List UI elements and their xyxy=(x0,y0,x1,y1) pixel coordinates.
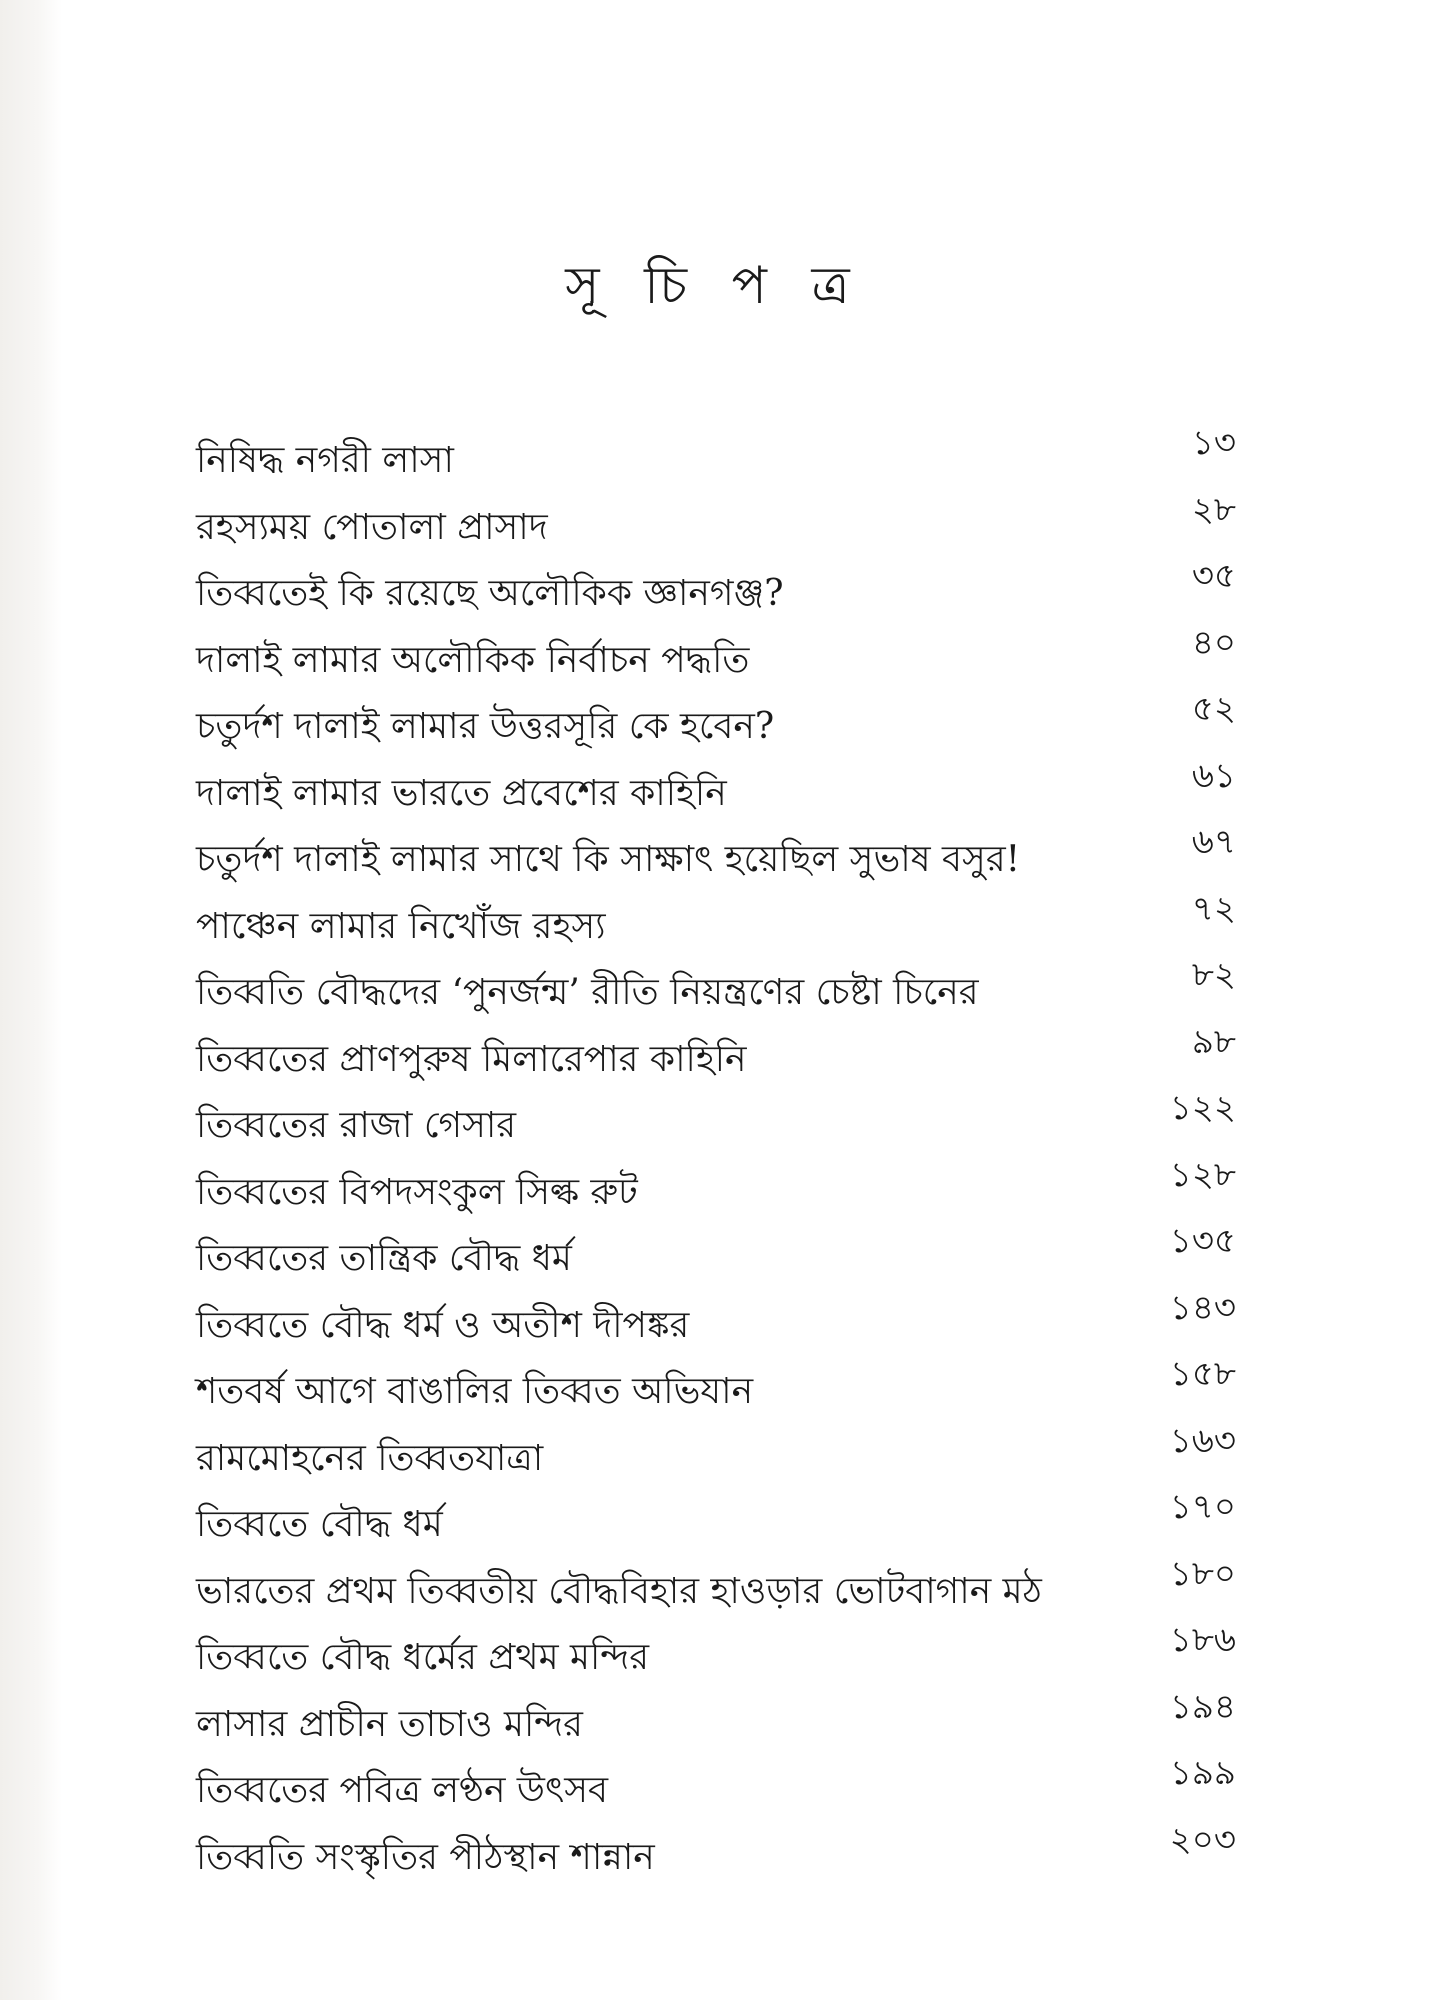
toc-entry xyxy=(196,1812,1236,1879)
toc-entry xyxy=(196,482,1236,549)
toc-entry-title: চতুর্দশ দালাই লামার সাথে কি সাক্ষাৎ হয়েছিল সুভাষ বসুর! xyxy=(196,839,1021,880)
toc-entry-page-number: ১৮৬ xyxy=(1169,1620,1236,1660)
toc-entry xyxy=(196,881,1236,948)
toc-entry-title: তিব্বতেই কি রয়েছে অলৌকিক জ্ঞানগঞ্জ? xyxy=(196,573,784,614)
toc-entry-title: শতবর্ষ আগে বাঙালির তিব্বত অভিযান xyxy=(196,1371,754,1412)
toc-entry-title: ভারতের প্রথম তিব্বতীয় বৌদ্ধবিহার হাওড়ার ভোটবাগান মঠ xyxy=(196,1570,1042,1612)
toc-entry-page-number: ১২৮ xyxy=(1169,1154,1236,1195)
toc-entry xyxy=(196,748,1236,815)
toc-entry-page-number: ১৮০ xyxy=(1169,1553,1236,1594)
toc-entry-title: তিব্বতের প্রাণপুরুষ মিলারেপার কাহিনি xyxy=(196,1038,747,1080)
toc-entry-page-number: ৫২ xyxy=(1191,689,1236,729)
table-of-contents xyxy=(196,415,1236,1878)
toc-entry xyxy=(196,1346,1236,1413)
toc-entry xyxy=(196,1147,1236,1214)
toc-entry xyxy=(196,1546,1236,1613)
toc-entry-page-number: ২০৩ xyxy=(1169,1819,1236,1860)
page-title: সূ চি প ত্র xyxy=(565,255,864,316)
toc-entry-title: নিষিদ্ধ নগরী লাসা xyxy=(196,440,454,481)
toc-entry-title: দালাই লামার অলৌকিক নির্বাচন পদ্ধতি xyxy=(196,639,750,681)
toc-entry xyxy=(196,415,1236,482)
toc-entry xyxy=(196,681,1236,748)
toc-entry-title: দালাই লামার ভারতে প্রবেশের কাহিনি xyxy=(196,772,727,814)
toc-entry-title: চতুর্দশ দালাই লামার উত্তরসূরি কে হবেন? xyxy=(196,706,775,747)
toc-entry xyxy=(196,1479,1236,1546)
toc-entry-page-number: ৮২ xyxy=(1191,955,1236,995)
toc-entry-title: তিব্বতে বৌদ্ধ ধর্ম ও অতীশ দীপঙ্কর xyxy=(196,1304,690,1346)
toc-entry-page-number: ১৯৯ xyxy=(1169,1753,1236,1793)
toc-entry-page-number: ১৩৫ xyxy=(1169,1221,1236,1261)
toc-entry-title: তিব্বতের পবিত্র লণ্ঠন উৎসব xyxy=(196,1770,609,1811)
toc-entry-title: পাঞ্চেন লামার নিখোঁজ রহস্য xyxy=(196,905,606,947)
toc-entry-title: তিব্বতি সংস্কৃতির পীঠস্থান শান্নান xyxy=(196,1836,655,1878)
toc-entry-title: তিব্বতের তান্ত্রিক বৌদ্ধ ধর্ম xyxy=(196,1238,572,1279)
toc-entry-title: তিব্বতে বৌদ্ধ ধর্ম xyxy=(196,1504,443,1545)
toc-entry-page-number: ৬৭ xyxy=(1191,822,1236,862)
toc-entry-page-number: ১৭০ xyxy=(1169,1487,1236,1527)
toc-entry xyxy=(196,814,1236,881)
toc-entry-page-number: ১২২ xyxy=(1169,1088,1236,1128)
toc-entry xyxy=(196,1413,1236,1480)
toc-entry xyxy=(196,947,1236,1014)
toc-entry-page-number: ১৯৪ xyxy=(1169,1686,1236,1727)
toc-entry xyxy=(196,1014,1236,1081)
toc-entry-page-number: ১৫৮ xyxy=(1169,1354,1236,1394)
toc-entry-page-number: ৬১ xyxy=(1191,755,1236,796)
toc-entry-title: তিব্বতি বৌদ্ধদের ‘পুনর্জন্ম’ রীতি নিয়ন্ত্রণের চেষ্টা চিনের xyxy=(196,972,979,1013)
toc-entry xyxy=(196,1745,1236,1812)
toc-entry-page-number: ১৬৩ xyxy=(1169,1420,1236,1461)
toc-entry-page-number: ৭২ xyxy=(1191,888,1236,929)
toc-entry-title: তিব্বতে বৌদ্ধ ধর্মের প্রথম মন্দির xyxy=(196,1637,650,1678)
toc-entry xyxy=(196,1213,1236,1280)
toc-entry-page-number: ৩৫ xyxy=(1191,556,1236,596)
toc-entry xyxy=(196,548,1236,615)
toc-entry xyxy=(196,615,1236,682)
toc-entry-page-number: ১৩ xyxy=(1191,423,1236,463)
toc-entry xyxy=(196,1080,1236,1147)
toc-entry-title: রামমোহনের তিব্বতযাত্রা xyxy=(196,1437,544,1479)
toc-entry-page-number: ৯৮ xyxy=(1191,1021,1236,1062)
toc-entry-title: তিব্বতের বিপদসংকুল সিল্ক রুট xyxy=(196,1171,638,1213)
toc-entry xyxy=(196,1679,1236,1746)
toc-entry-title: লাসার প্রাচীন তাচাও মন্দির xyxy=(196,1703,583,1745)
toc-entry-page-number: ১৪৩ xyxy=(1169,1287,1236,1328)
toc-entry-title: তিব্বতের রাজা গেসার xyxy=(196,1105,517,1146)
toc-entry xyxy=(196,1280,1236,1347)
toc-entry xyxy=(196,1612,1236,1679)
toc-entry-page-number: ২৮ xyxy=(1191,489,1236,530)
toc-entry-page-number: ৪০ xyxy=(1191,622,1236,663)
toc-entry-title: রহস্যময় পোতালা প্রাসাদ xyxy=(196,506,548,548)
